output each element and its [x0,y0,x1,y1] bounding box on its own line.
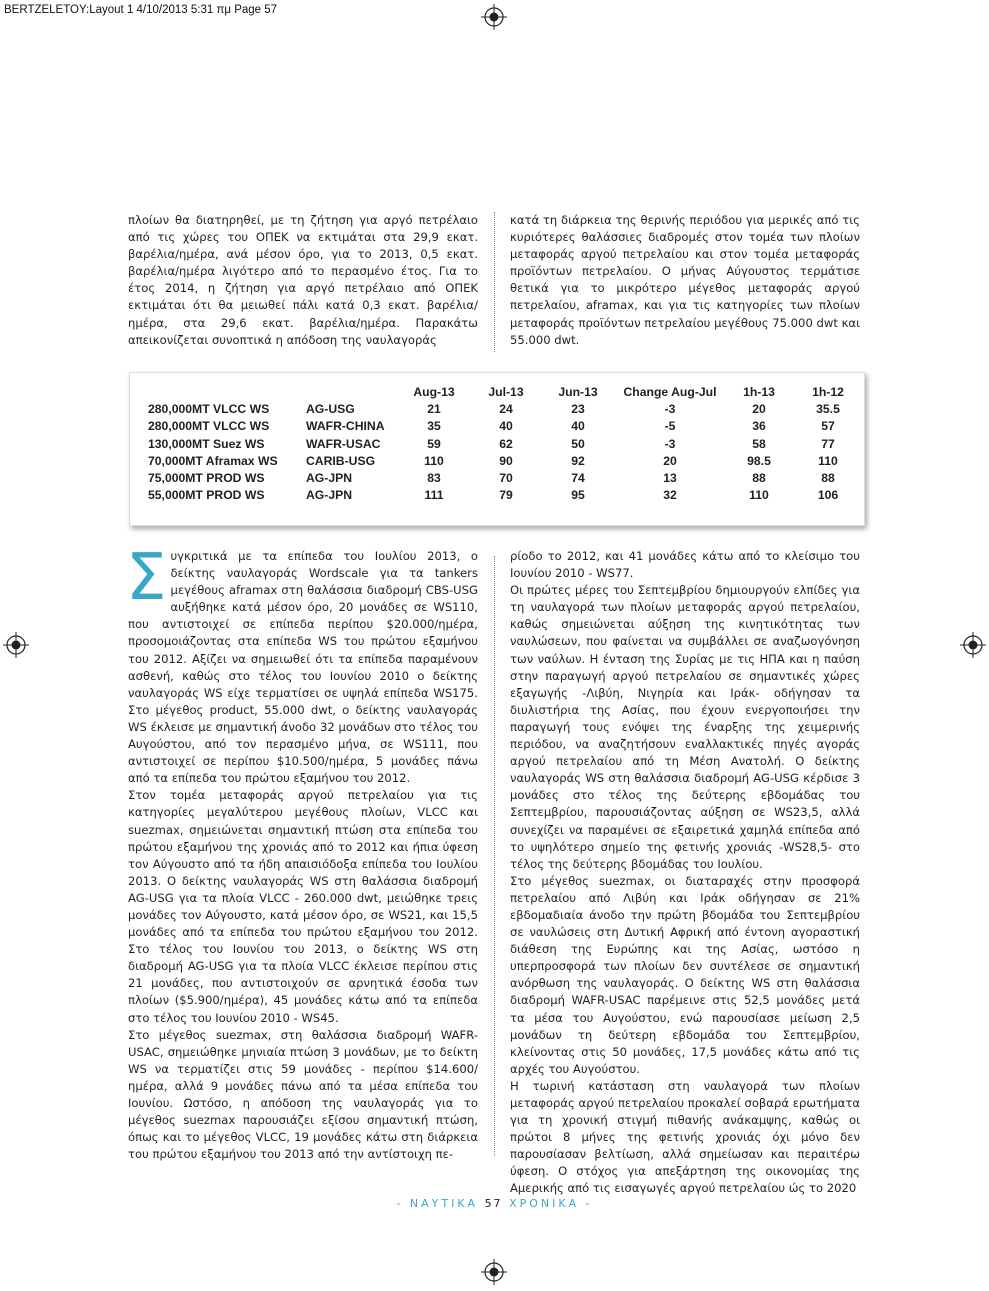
top-left-column [128,212,478,349]
vessel-class: 55,000MT PROD WS [148,488,265,503]
paragraph: ρίοδο το 2012, και 41 μονάδες κάτω από το κλείσιμο του Ιουνίου 2010 - WS77. [510,549,860,581]
route: CARIB-USG [306,453,376,468]
vessel-class: 280,000MT VLCC WS [148,401,270,416]
value-cell: 77 [821,436,835,451]
column-divider-bottom [494,556,495,1156]
value-cell: 111 [424,488,444,503]
vessel-class: 130,000MT Suez WS [148,436,265,451]
value-cell: 23 [571,401,585,416]
table-header: Jun-13 [558,384,598,399]
freight-rates-table [129,372,865,526]
value-cell: 24 [499,401,513,416]
value-cell: 95 [571,488,585,503]
value-cell: 83 [427,471,441,486]
vessel-class: 70,000MT Aframax WS [148,453,278,468]
value-cell: 90 [499,453,513,468]
paragraph: Οι πρώτες μέρες του Σεπτεμβρίου δημιουργούν ελπίδες για τη ναυλαγορά των πλοίων μεταφοράς αργού πετρελαίου, καθώς σημειώνεται αύξηση της κινητικότητας των ναυλώσεων, που φαίνεται να συμβάλλει σε αναζωογόνηση των ναύλων. Η ένταση της Συρίας με τις ΗΠΑ και η παύση στην παραγωγή αργού πετρελαίου σε σημαντικές χώρες εξαγωγής -Λιβύη, Νιγηρία και Ιράκ- οδήγησαν τα διυλιστήρια της Ασίας, που έχουν ενεργοποιήσει την παραγωγή τους ενόψει της έναρξης της χειμερινής περιόδου, να αναζητήσουν εναλλακτικές πηγές αγοράς αργού πετρελαίου από τη Μέση Ανατολή. Ο δείκτης ναυλαγοράς WS στη θαλάσσια διαδρομή AG-USG κέρδισε 3 μονάδες στο τέλος της δεύτερης εβδομάδας του Σεπτεμβρίου, παρουσιάζοντας αύξηση σε WS23,5, αλλά συνεχίζει να παραμένει σε εξαιρετικά χαμηλά επίπεδα από το υψηλότερο σημείο της φετινής χρονιάς -WS28,5- στο τέλος της δεύτερης βδομάδας του Ιουλίου. [510,583,860,871]
table-header [148,383,306,400]
value-cell: 40 [499,419,513,434]
value-cell: 79 [499,488,513,503]
table-header: Jul-13 [488,384,524,399]
column-divider-top [494,212,495,352]
value-cell: 110 [818,453,838,468]
value-cell: 36 [752,419,766,434]
value-cell: 57 [821,419,835,434]
value-cell: 59 [427,436,441,451]
bottom-left-column [126,541,478,1163]
value-cell: 58 [752,436,766,451]
table-row [148,469,864,486]
route: WAFR-CHINA [306,419,385,434]
value-cell: 21 [427,401,441,416]
value-cell: 98.5 [747,453,771,468]
value-cell: 92 [571,453,585,468]
route: WAFR-USAC [306,436,381,451]
route: AG-JPN [306,471,353,486]
route: AG-JPN [306,488,353,503]
value-cell: 110 [424,453,444,468]
footer-dash-right: - [585,1197,593,1210]
table-row [148,418,864,435]
top-left-paragraph: πλοίων θα διατηρηθεί, με τη ζήτηση για αργό πετρέλαιο από τις χώρες του ΟΠΕΚ να εκτιμάται στα 29,9 εκατ. βαρέλια/ημέρα, ανά μέσον όρο, για το 2013, 0,5 εκατ. βαρέλια/ημέρα λιγότερο από το περασμένο έτος. Για το έτος 2014, η ζήτηση για αργό πετρέλαιο από ΟΠΕΚ εκτιμάται ότι θα μειωθεί πάλι κατά 0,3 εκατ. βαρέλια/ημέρα, στα 29,6 εκατ. βαρέλια/ημέρα. Παρακάτω απεικονίζεται συνοπτικά η απόδοση της ναυλαγοράς [128,213,478,347]
top-right-paragraph: κατά τη διάρκεια της θερινής περιόδου για μερικές από τις κυριότερες θαλάσσιες διαδρομές στον τομέα των πλοίων μεταφοράς αργού πετρελαίου και στον τομέα μεταφοράς προϊόντων πετρελαίου. Ο μήνας Αύγουστος τερμάτισε θετικά για το μικρότερο μέγεθος μεταφοράς αργού πετρελαίου, aframax, και για τις κατηγορίες των πλοίων μεταφοράς προϊόντων πετρελαίου μεγέθους 75.000 dwt και 55.000 dwt. [510,213,860,347]
paragraph: Στο μέγεθος suezmax, στη θαλάσσια διαδρομή WAFR-USAC, σημειώθηκε μηνιαία πτώση 3 μονάδων, με το δείκτη WS να τερματίζει στις 59 μονάδες - περίπου $14.600/ημέρα, αλλά 9 μονάδες πάνω από τα μέσα επίπεδα του Ιουνίου. Ωστόσο, η απόδοση της ναυλαγοράς για το μέγεθος suezmax παρουσιάζει εξίσου σημαντική πτώση, όπως και το μέγεθος VLCC, 19 μονάδες κάτω στη διάρκεια του πρώτου εξαμήνου του 2013 από την αντίστοιχη πε- [128,1027,478,1162]
table-row [148,400,864,417]
paragraph-with-dropcap [126,541,478,787]
table-header [306,383,398,400]
table-row [148,452,864,469]
table-header: Aug-13 [413,384,455,399]
value-cell: 35 [427,419,441,434]
table-row [148,487,864,504]
value-cell: 74 [571,471,585,486]
vessel-class: 75,000MT PROD WS [148,471,265,486]
value-cell: 106 [817,488,839,503]
page-footer [0,1197,989,1210]
table-header: 1h-12 [812,384,844,399]
bottom-right-column [510,548,860,1198]
table-header-row [148,383,864,400]
value-cell: 13 [663,471,677,486]
registration-mark-bottom-icon [481,1259,507,1285]
paragraph: Στο μέγεθος suezmax, οι διαταραχές στην προσφορά πετρελαίου από Λιβύη και Ιράκ οδήγησαν σε 21% εβδομαδιαία άνοδο την πρώτη βδομάδα του Σεπτεμβρίου σε ναυλώσεις στη Δυτική Αφρική από έντονη αγοραστική διάθεση της Ευρώπης και της Ασίας, ωστόσο η υπερπροσφορά των πλοίων δεν συντέλεσε σε σημαντική ανόρθωση της ναυλαγοράς. Ο δείκτης WS στη θαλάσσια διαδρομή WAFR-USAC παρέμεινε στις 52,5 μονάδες μετά τα μέσα του Αυγούστου, ενώ παρουσίασε μείωση 2,5 μονάδων τη δεύτερη εβδομάδα του Σεπτεμβρίου, κλείνοντας στις 50 μονάδες, 17,5 μονάδες κάτω από τις αρχές του Αυγούστου. [510,873,860,1076]
top-right-column [510,212,860,349]
print-slug: BERTZELETOY:Layout 1 4/10/2013 5:31 πμ Page 57 [4,4,278,16]
value-cell: -3 [664,436,676,451]
value-cell: 40 [571,419,585,434]
value-cell: -5 [664,419,676,434]
table-row [148,435,864,452]
paragraph: Η τωρινή κατάσταση στη ναυλαγορά των πλοίων μεταφοράς αργού πετρελαίου προκαλεί σοβαρά ερωτήματα για τη χρονική στιγμή πιθανής ανάκαμψης, καθώς οι πρώτοι 8 μήνες της φετινής χρονιάς όχι μόνο δεν παρουσίασαν βελτίωση, αλλά σημείωσαν και περαιτέρω ύφεση. Ο στόχος για απεξάρτηση της οικονομίας της Αμερικής από τις εισαγωγές αργού πετρελαίου ώς το 2020 [510,1078,860,1196]
value-cell: 20 [663,453,677,468]
footer-dash-left: - [396,1197,404,1210]
value-cell: 88 [752,471,766,486]
registration-mark-right-icon [960,632,986,658]
value-cell: 20 [752,401,766,416]
footer-publication-right: ΧΡΟΝΙΚΑ [509,1197,580,1210]
table-header: Change Aug-Jul [623,384,717,399]
dropcap-letter: Σ [126,541,167,615]
registration-mark-left-icon [3,632,29,658]
page-number: 57 [484,1197,503,1210]
value-cell: -3 [664,401,676,416]
value-cell: 70 [499,471,513,486]
paragraph: Στον τομέα μεταφοράς αργού πετρελαίου για τις κατηγορίες μεγαλύτερου μεγέθους πλοίων, VLCC και suezmax, σημειώνεται σημαντική πτώση στα επίπεδα του πρώτου εξαμήνου της χρονιάς από το 2012 και ήπια ύφεση τον Αύγουστο από τα ήδη απαισιόδοξα επίπεδα του Ιουλίου 2013. Ο δείκτης ναυλαγοράς WS στη θαλάσσια διαδρομή AG-USG για τα πλοία VLCC - 260.000 dwt, μειώθηκε τρεις μονάδες τον Αύγουστο, κατά μέσον όρο, σε WS21, και 15,5 μονάδες από τα επίπεδα του πρώτου εξαμήνου του 2012. Στο τέλος του Ιουνίου του 2013, ο δείκτης WS στη διαδρομή AG-USG για τα πλοία VLCC έκλεισε περίπου στις 21 μονάδες, που αντιστοιχούν σε αρνητικά έσοδα των πλοίων ($5.900/ημέρα), 45 μονάδες κάτω από τα επίπεδα στο τέλος του Ιουνίου 2010 - WS45. [128,788,478,1025]
vessel-class: 280,000MT VLCC WS [148,419,270,434]
value-cell: 35.5 [816,401,840,416]
route: AG-USG [306,401,355,416]
value-cell: 32 [663,488,677,503]
value-cell: 50 [571,436,585,451]
value-cell: 110 [749,488,769,503]
footer-publication-left: ΝΑΥΤΙΚΑ [409,1197,479,1210]
table-header: 1h-13 [743,384,775,399]
value-cell: 88 [821,471,835,486]
registration-mark-top-icon [481,4,507,30]
paragraph-text: υγκριτικά με τα επίπεδα του Ιουλίου 2013, ο δείκτης ναυλαγοράς Wordscale για τα tankers μεγέθους aframax στη θαλάσσια διαδρομή CBS-USG αυξήθηκε κατά μέσον όρο, 20 μονάδες σε WS110, που αντιστοιχεί σε επίπεδα περίπου $20.000/ημέρα, προσομοιάζοντας στα επίπεδα WS του πρώτου εξαμήνου του 2012. Αξίζει να σημειωθεί ότι τα επίπεδα παραμένουν ασθενή, καθώς στο τέλος του Ιουνίου 2010 ο δείκτης ναυλαγοράς WS είχε τερματίσει σε υψηλά επίπεδα WS175. Στο μέγεθος product, 55.000 dwt, ο δείκτης ναυλαγοράς WS έκλεισε με σημαντική άνοδο 32 μονάδων στο τέλος του Αυγούστου, από τον περασμένο μήνα, σε WS111, που αντιστοιχεί σε περίπου $10.500/ημέρα, 5 μονάδες πάνω από τα επίπεδα του πρώτου εξαμήνου του 2012. [128,549,478,786]
value-cell: 62 [499,436,513,451]
